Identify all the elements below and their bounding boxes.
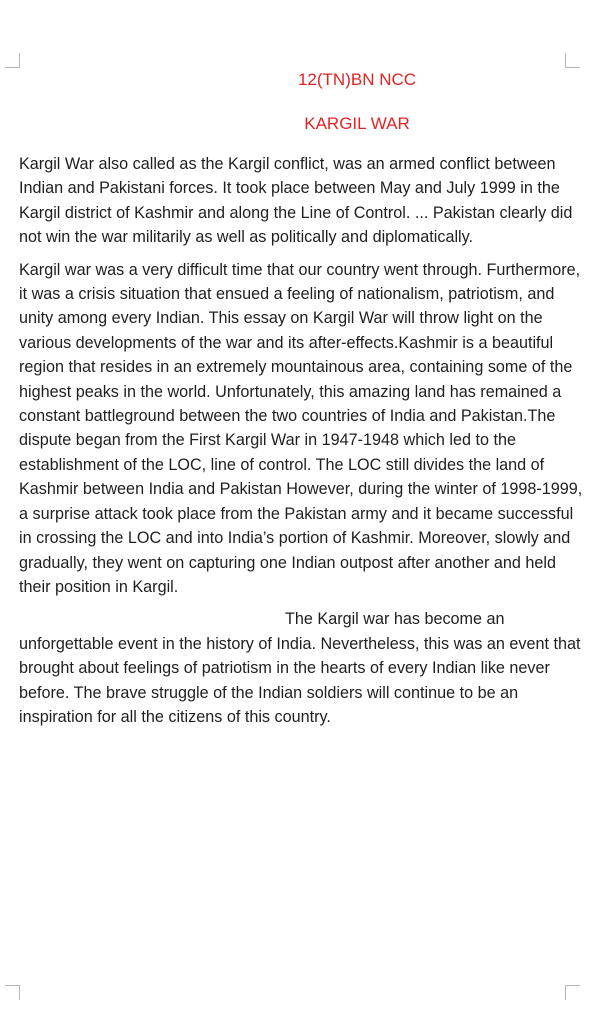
paragraph-2: Kargil war was a very difficult time that our country went through. Furthermore, it was a crisis situation that ensued a feeling of nationalism, patriotism, and unity among every Indian. This essay on Kargil War will throw light on the various developments of the war and its after-effects.Kashmir is a beautiful region that resides in an extremely mountainous area, containing some of the highest peaks in the world. Unfortunately, this amazing land has remained a constant battleground between the two countries of India and Pakistan.The dispute began from the First Kargil War in 1947-1948 which led to the establishment of the LOC, line of control. The LOC still divides the land of Kashmir between India and Pakistan However, during the winter of 1998-1999, a surprise attack took place from the Pakistan army and it became successful in crossing the LOC and into India’s portion of Kashmir. Moreover, slowly and gradually, they went on capturing one Indian outpost after another and held their position in Kargil. [19,260,583,596]
document-title: KARGIL WAR [304,114,410,133]
crop-mark-bottom-left [5,985,20,1000]
paragraph-1: Kargil War also called as the Kargil conflict, was an armed conflict between Indian and Pakistani forces. It took place between May and July 1999 in the Kargil district of Kashmir and along the Line of Control. ... Pakistan clearly did not win the war militarily as well as politically and diplomatically. [19,155,573,247]
paragraph-3-text: The Kargil war has become an unforgettable event in the history of India. Nevertheless, this was an event that brought about feelings of patriotism in the hearts of every Indian like never before. The brave struggle of the Indian soldiers will continue to be an inspiration for all the citizens of this country. [19,610,581,726]
crop-mark-top-left [5,53,20,68]
crop-mark-bottom-right [565,985,580,1000]
crop-mark-top-right [565,53,580,68]
unit-heading: 12(TN)BN NCC [297,70,417,89]
document-body [19,152,589,737]
paragraph-3 [19,607,589,729]
